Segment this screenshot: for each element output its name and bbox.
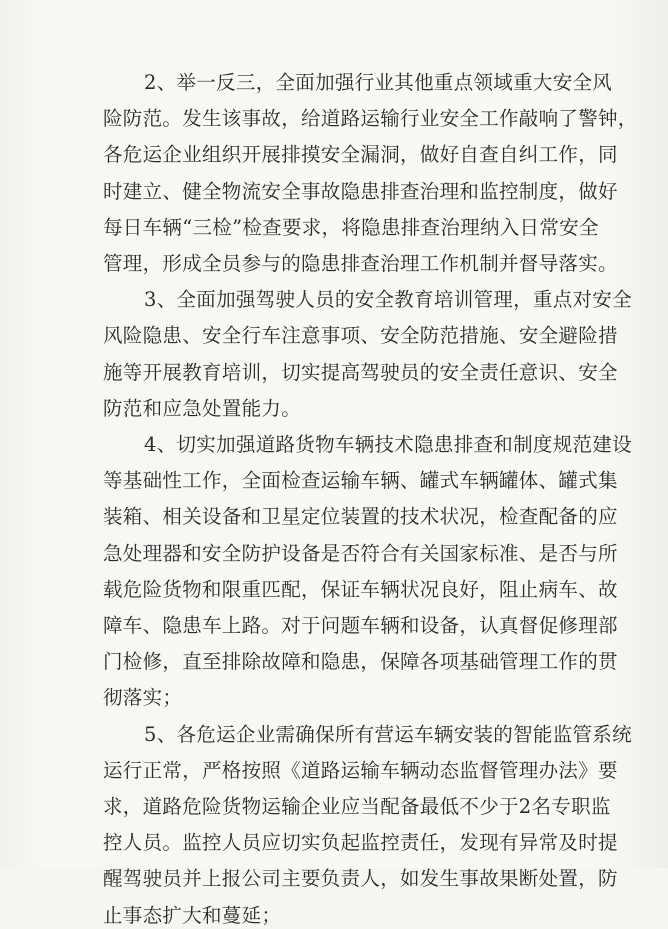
- paragraph-2-line-5: 每日车辆“三检”检查要求，将隐患排查治理纳入日常安全: [103, 215, 599, 239]
- paragraph-5-line-1: 5、各危运企业需确保所有营运车辆安装的智能监管系统: [144, 722, 632, 746]
- paragraph-3-line-3: 施等开展教育培训，切实提高驾驶员的安全责任意识、安全: [103, 360, 618, 384]
- paragraph-2-line-2: 险防范。发生该事故，给道路运输行业安全工作敲响了警钟，: [103, 107, 638, 131]
- paragraph-4-line-3: 装箱、相关设备和卫星定位装置的技术状况，检查配备的应: [103, 505, 618, 529]
- paragraph-4-line-5: 载危险货物和限重匹配，保证车辆状况良好，阻止病车、故: [103, 577, 618, 601]
- paragraph-4-line-2: 等基础性工作，全面检查运输车辆、罐式车辆罐体、罐式集: [103, 469, 618, 493]
- paragraph-2-line-3: 各危运企业组织开展排摸安全漏洞，做好自查自纠工作，同: [103, 143, 618, 167]
- paragraph-5-line-5: 醒驾驶员并上报公司主要负责人，如发生事故果断处置，防: [103, 867, 618, 891]
- paragraph-4-line-1: 4、切实加强道路货物车辆技术隐患排查和制度规范建设: [144, 433, 632, 456]
- paragraph-4-line-6: 障车、隐患车上路。对于问题车辆和设备，认真督促修理部: [103, 614, 618, 637]
- paragraph-5-line-3: 求，道路危险货物运输企业应当配备最低不少于2名专职监: [103, 795, 611, 818]
- paragraph-5-line-4: 控人员。监控人员应切实负起监控责任，发现有异常及时提: [103, 831, 618, 855]
- paragraph-4-line-7: 门检修，直至排除故障和隐患，保障各项基础管理工作的贯: [103, 650, 618, 674]
- paragraph-3-line-1: 3、全面加强驾驶人员的安全教育培训管理，重点对安全: [144, 288, 632, 312]
- paragraph-5-line-6: 止事态扩大和蔓延；: [103, 903, 282, 927]
- paragraph-4-line-8: 彻落实；: [103, 686, 183, 710]
- paragraph-5-line-2: 运行正常，严格按照《道路运输车辆动态监督管理办法》要: [103, 758, 618, 782]
- paragraph-2-line-4: 时建立、健全物流安全事故隐患排查治理和监控制度，做好: [103, 179, 618, 203]
- paragraph-3-line-2: 风险隐患、安全行车注意事项、安全防范措施、安全避险措: [103, 324, 618, 348]
- paragraph-4-line-4: 急处理器和安全防护设备是否符合有关国家标准、是否与所: [103, 541, 618, 565]
- paragraph-2-line-1: 2、举一反三，全面加强行业其他重点领域重大安全风: [144, 71, 613, 94]
- paragraph-3-line-4: 防范和应急处置能力。: [103, 396, 302, 420]
- paragraph-2-line-6: 管理，形成全员参与的隐患排查治理工作机制并督导落实。: [103, 252, 618, 275]
